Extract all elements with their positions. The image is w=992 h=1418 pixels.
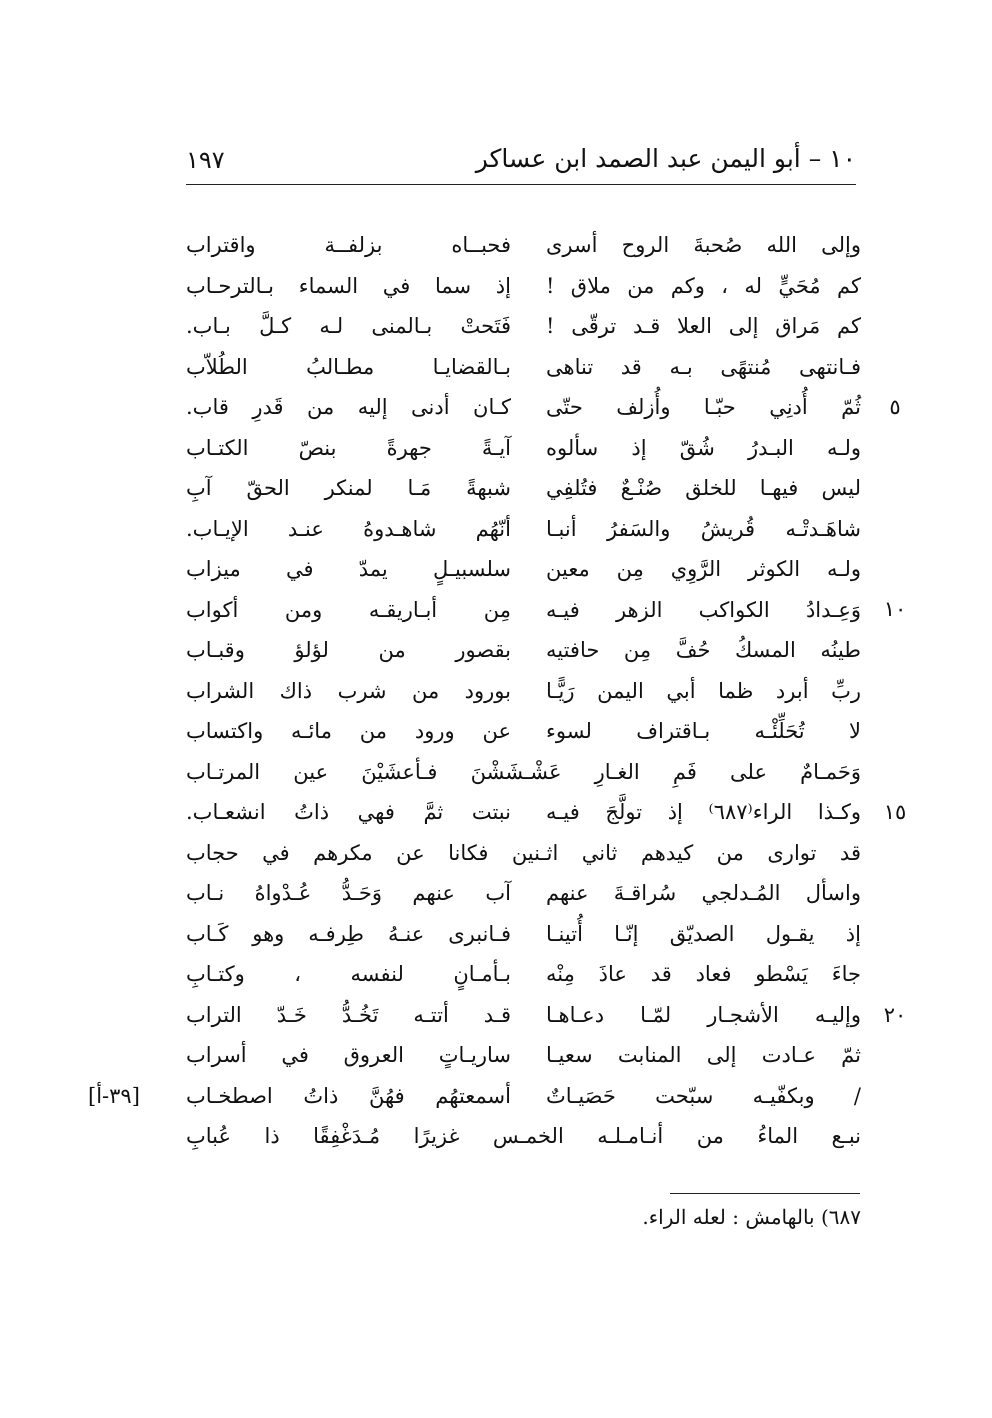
verse-first-hemistich: وإليـه الأشجـار لمّـا دعـاهـا	[546, 1002, 861, 1027]
verse-first-hemistich: ليس فيهـا للخلق صُنْـعٌ فتُلفِي	[546, 476, 861, 500]
folio-marker: [٣٩-أ]	[88, 1084, 140, 1108]
verse-second-hemistich: كـان أدنى إليه من قَدرِ قاب.	[186, 395, 511, 419]
verse-first-hemistich: كم مَراق إلى العلا قـد ترقّى !	[546, 314, 861, 338]
verse-line	[186, 390, 861, 431]
verse-line	[186, 1038, 861, 1079]
verse-line	[186, 998, 861, 1039]
verse-first-hemistich: طينُه المسكُ حُفَّ مِن حافتيه	[546, 638, 861, 662]
verse-second-hemistich: آب عنهم وَحَـدُّ عُـدْواهُ نـاب	[186, 881, 511, 905]
verse-second-hemistich: أنّهُم شاهـدوهُ عنـد الإيـاب.	[186, 516, 511, 541]
verse-line	[186, 674, 861, 715]
footnote-rule	[670, 1193, 860, 1194]
footnote: ٦٨٧) بالهامش : لعله الراء.	[642, 1205, 861, 1229]
verse-second-hemistich: ساريـاتٍ العروق في أسراب	[186, 1043, 511, 1067]
verse-first-hemistich: واسأل المُـدلجي سُراقـةَ عنهم	[546, 881, 861, 905]
verse-line	[186, 471, 861, 512]
verse-first-hemistich: جاءَ يَسْطو فعاد قد عاذَ مِنْه	[546, 962, 861, 986]
verse-first-hemistich: / وبكفّيـه سبّحت حَصَيـاتٌ	[546, 1083, 861, 1108]
verse-line	[186, 957, 861, 998]
verse-line	[186, 755, 861, 796]
verse-line	[186, 876, 861, 917]
verse-line	[186, 309, 861, 350]
verse-line	[186, 431, 861, 472]
verse-line	[186, 593, 861, 634]
verse-first-hemistich: فـانتهى مُنتهًى بـه قد تناهى	[546, 354, 861, 379]
verse-number: ١٥	[883, 800, 907, 824]
verse-first-hemistich: ولـه الكوثر الرَّوِي مِن معين	[546, 557, 861, 581]
verse-line	[186, 552, 861, 593]
verse-first-hemistich: كم مُحَيٍّ له ، وكم من ملاق !	[546, 273, 861, 298]
verse-second-hemistich: نبتت ثمَّ فهي ذاتُ انشعـاب.	[186, 800, 511, 824]
verse-number: ٢٠	[883, 1003, 907, 1027]
verse-second-hemistich: فحبــاه بزلفــة واقتراب	[186, 233, 511, 257]
verse-line	[186, 228, 861, 269]
verse-line	[186, 836, 861, 877]
verse-line	[186, 350, 861, 391]
page-number: ١٩٧	[186, 146, 225, 174]
verse-second-hemistich: فـانبرى عنـهُ طِرفـه وهو كَـاب	[186, 921, 511, 946]
verse-second-hemistich: بـالقضايـا مطـالبُ الطُلاّب	[186, 354, 511, 379]
verse-full-line: نبـع الماءُ من أنـامـلـه الخمـس غزيرًا مُـدَغْفِقًا ذا عُبابِ	[186, 1124, 861, 1148]
verse-second-hemistich: قـد أتتـه تَخُـدُّ خَـدّ التراب	[186, 1002, 511, 1027]
verse-second-hemistich: عن ورود من مائـه واكتساب	[186, 719, 511, 743]
verse-second-hemistich: أسمعتهُم فهُنَّ ذاتُ اصطخـاب	[186, 1083, 511, 1108]
verse-line	[186, 633, 861, 674]
verse-second-hemistich: شبهةً مَـا لمنكر الحقّ آبِ	[186, 476, 511, 500]
verse-second-hemistich: فَتَحتْ بـالمنى لـه كـلَّ بـاب.	[186, 314, 511, 338]
verse-first-hemistich: إذ يقـول الصديّق إنّـا أُتينـا	[546, 921, 861, 946]
verse-first-hemistich: ولـه البـدرُ شُقّ إذ سألوه	[546, 435, 861, 460]
verse-number: ٥	[889, 395, 901, 419]
verse-full-line: قد توارى من كيدهم ثاني اثـنين فكانا عن مكرهم في حجاب	[186, 840, 861, 865]
verse-line	[186, 1119, 861, 1160]
verse-first-hemistich: ثمّ عـادت إلى المنابت سعيـا	[546, 1043, 861, 1067]
verse-first-hemistich: وَعِـدادُ الكواكب الزهر فيـه	[546, 597, 861, 622]
verse-line	[186, 917, 861, 958]
verse-first-hemistich: وإلى الله صُحبةَ الروح أسرى	[546, 233, 861, 257]
running-head: ١٠ – أبو اليمن عبد الصمد ابن عساكر	[475, 144, 856, 173]
verse-full-line: وَحَمـامٌ على فَمِ الغـارِ عَشْـشَشْنَ فـأعشَيْنَ عين المرتـاب	[186, 759, 861, 784]
verse-first-hemistich: شاهَـدتْـه قُريشُ والسَفرُ أنبـا	[546, 516, 861, 541]
verse-first-hemistich: لا تُحَلِّئْـه بـاقتراف لسوء	[546, 719, 861, 743]
verse-line	[186, 1079, 861, 1120]
verse-line	[186, 714, 861, 755]
verse-second-hemistich: سلسبيـلٍ يمدّ في ميزاب	[186, 557, 511, 581]
verse-first-hemistich: ثُمّ أُدنِي حبّـا وأُزلف حتّى	[546, 395, 861, 419]
verse-second-hemistich: آيـةً جهرةً بنصّ الكتـاب	[186, 435, 511, 460]
verse-line	[186, 795, 861, 836]
verse-second-hemistich: بـأمـانٍ لنفسه ، وكتـابِ	[186, 962, 511, 986]
verse-number: ١٠	[883, 597, 907, 621]
verse-second-hemistich: بقصور من لؤلؤ وقبـاب	[186, 638, 511, 662]
verse-first-hemistich: ربِّ أبرد ظما أبي اليمن رَيًّـا	[546, 678, 861, 703]
verse-line	[186, 512, 861, 553]
verse-second-hemistich: بورود من شرب ذاك الشراب	[186, 678, 511, 703]
verse-first-hemistich: وكـذا الراء⁽٦٨٧⁾ إذ تولَّجَ فيـه	[546, 800, 861, 824]
poem	[186, 228, 861, 1160]
page-header	[186, 140, 856, 185]
verse-line	[186, 269, 861, 310]
verse-second-hemistich: مِن أبـاريقـه ومن أكواب	[186, 597, 511, 622]
verse-second-hemistich: إذ سما في السماء بـالترحـاب	[186, 273, 511, 298]
